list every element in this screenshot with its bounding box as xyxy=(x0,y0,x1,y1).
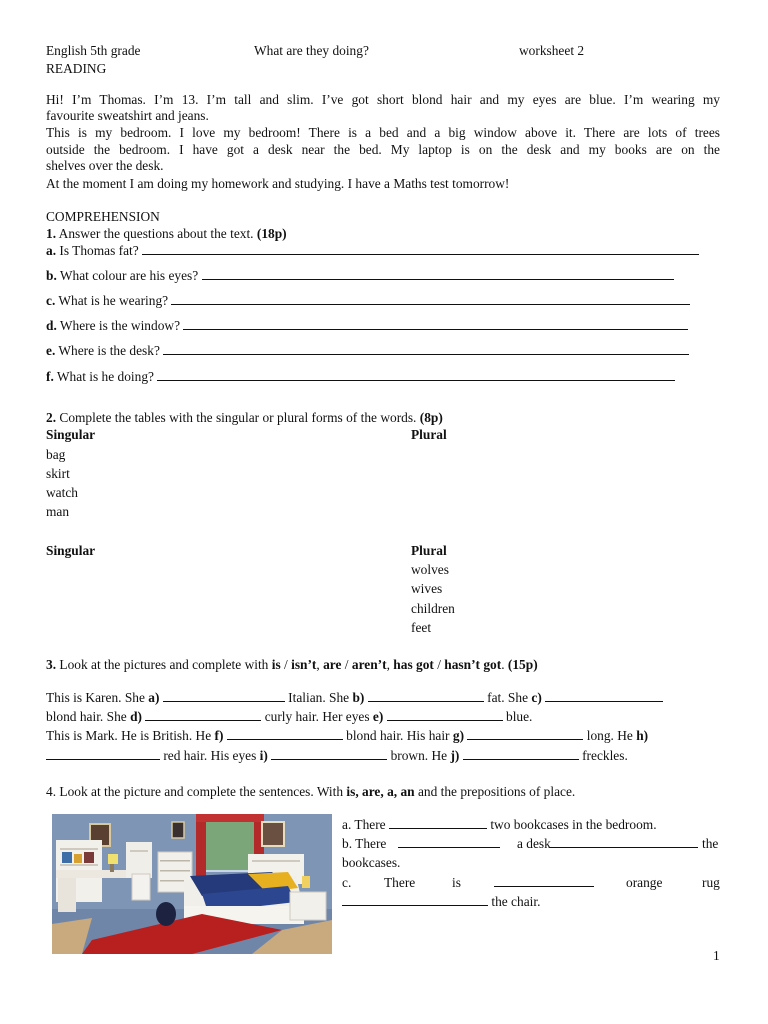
q4-c-word: There xyxy=(384,875,416,890)
mark-line-1: This is Mark. He is British. He f) blond hair. His hair g) long. He h) xyxy=(46,728,649,743)
q4-blank-wrap xyxy=(550,836,698,852)
blank-a[interactable] xyxy=(163,690,285,702)
header-title: What are they doing? xyxy=(254,43,369,58)
question-1c: c. What is he wearing? xyxy=(46,293,690,309)
answer-blank[interactable] xyxy=(183,318,688,330)
question-1b: b. What colour are his eyes? xyxy=(46,268,674,284)
blank-c[interactable] xyxy=(545,690,663,702)
q4-blank[interactable] xyxy=(494,875,594,887)
q4-b-start: b. There xyxy=(342,836,387,851)
question-4-prompt: 4. Look at the picture and complete the sentences. With is, are, a, an and the prepositions of place. xyxy=(46,784,576,799)
table2-word: children xyxy=(411,601,455,616)
reading-line: This is my bedroom. I love my bedroom! There is a bed and a big window above it. There are lots of trees xyxy=(46,125,720,140)
table2-word: wives xyxy=(411,581,443,596)
q4-blank[interactable] xyxy=(550,836,698,848)
section-comprehension: COMPREHENSION xyxy=(46,209,160,224)
table1-singular-header: Singular xyxy=(46,427,96,442)
reading-line: outside the bedroom. I have got a desk near the bed. My laptop is on the desk and my books are on the xyxy=(46,142,720,157)
blank-g[interactable] xyxy=(467,728,583,740)
q4-c-word: orange xyxy=(626,875,663,890)
q4-sentence-a: a. There two bookcases in the bedroom. xyxy=(342,817,657,832)
header-worksheet: worksheet 2 xyxy=(519,43,585,58)
blank-f[interactable] xyxy=(227,728,343,740)
section-reading: READING xyxy=(46,61,107,76)
q4-blank[interactable] xyxy=(398,836,500,848)
q4-blank-wrap xyxy=(398,836,500,852)
table2-word: feet xyxy=(411,620,432,635)
answer-blank[interactable] xyxy=(142,243,699,255)
question-1d: d. Where is the window? xyxy=(46,318,688,334)
table1-word: man xyxy=(46,504,70,519)
table1-plural-header: Plural xyxy=(411,427,447,442)
q4-c-word: rug xyxy=(702,875,720,890)
answer-blank[interactable] xyxy=(171,293,690,305)
answer-blank[interactable] xyxy=(163,343,689,355)
q4-c-word: is xyxy=(452,875,461,890)
q4-c-word: c. xyxy=(342,875,352,890)
question-1a: a. Is Thomas fat? xyxy=(46,243,699,259)
karen-line-1: This is Karen. She a) Italian. She b) fat. She c) xyxy=(46,690,663,706)
question-1-prompt: 1. Answer the questions about the text. (18p) xyxy=(46,226,287,241)
table2-word: wolves xyxy=(411,562,449,577)
answer-blank[interactable] xyxy=(157,369,675,381)
karen-line-2: blond hair. She d) curly hair. Her eyes e) blue. xyxy=(46,709,533,724)
q4-blank[interactable] xyxy=(389,817,487,829)
blank-d[interactable] xyxy=(145,709,261,721)
q4-c-line2: the chair. xyxy=(342,894,540,910)
q4-b-middle: a desk xyxy=(517,836,551,851)
q4-blank[interactable] xyxy=(342,894,488,906)
page-number: 1 xyxy=(713,948,720,963)
q4-blank-wrap xyxy=(494,875,594,891)
question-1f: f. What is he doing? xyxy=(46,369,675,385)
reading-line: shelves over the desk. xyxy=(46,158,164,173)
table1-word: watch xyxy=(46,485,78,500)
reading-line: At the moment I am doing my homework and studying. I have a Maths test tomorrow! xyxy=(46,176,510,191)
question-3-prompt: 3. Look at the pictures and complete with is / isn’t, are / aren’t, has got / hasn’t got. (15p) xyxy=(46,657,538,672)
bedroom-photo xyxy=(52,814,332,954)
q4-b-cont: bookcases. xyxy=(342,855,401,870)
table2-singular-header: Singular xyxy=(46,543,96,558)
blank-i[interactable] xyxy=(271,748,387,760)
q4-b-end: the xyxy=(702,836,719,851)
table1-word: skirt xyxy=(46,466,70,481)
header-grade: English 5th grade xyxy=(46,43,141,58)
reading-line: favourite sweatshirt and jeans. xyxy=(46,108,209,123)
reading-line: Hi! I’m Thomas. I’m 13. I’m tall and slim. I’ve got short blond hair and my eyes are blue. I’m wearing my xyxy=(46,92,720,107)
blank-e[interactable] xyxy=(387,709,503,721)
blank-j[interactable] xyxy=(463,748,579,760)
answer-blank[interactable] xyxy=(202,268,674,280)
blank-h[interactable] xyxy=(46,748,160,760)
mark-line-2: red hair. His eyes i) brown. He j) freckles. xyxy=(46,748,628,764)
table1-word: bag xyxy=(46,447,66,462)
question-2-prompt: 2. Complete the tables with the singular or plural forms of the words. (8p) xyxy=(46,410,443,425)
question-1e: e. Where is the desk? xyxy=(46,343,689,359)
table2-plural-header: Plural xyxy=(411,543,447,558)
blank-b[interactable] xyxy=(368,690,484,702)
